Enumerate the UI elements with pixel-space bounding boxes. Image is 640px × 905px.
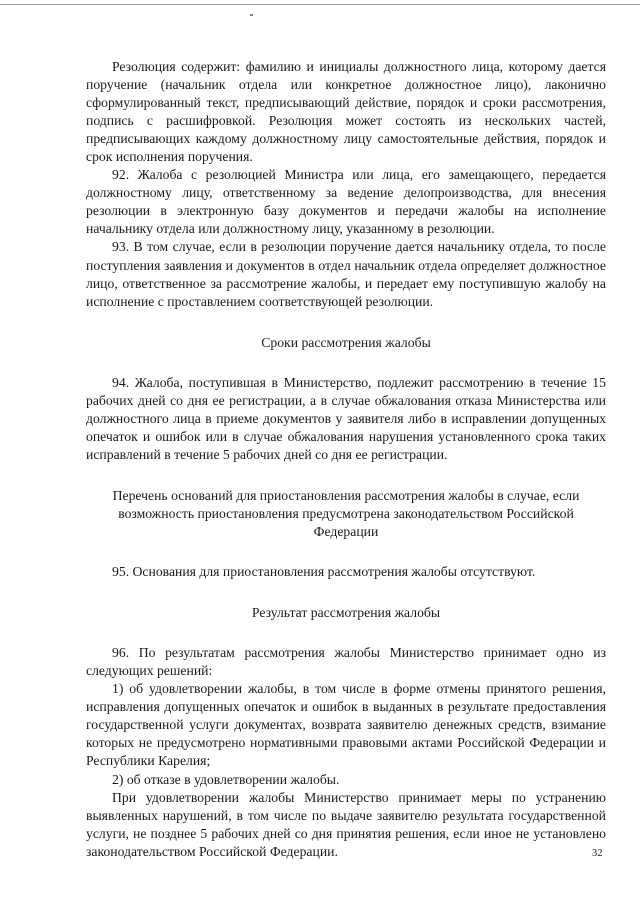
- heading-review-result: Результат рассмотрения жалобы: [251, 605, 441, 621]
- page-number: 32: [592, 848, 603, 859]
- paragraph-92: 92. Жалоба с резолюцией Министра или лица, его замещающего, передается должностному лицу, ответственному за ведение делопроизводства, для внесения резолюции в электронную базу документов и передачи жалобы на исполнение начальнику отдела или должностному лицу, указанному в резолюции.: [86, 167, 606, 237]
- paragraph-95: 95. Основания для приостановления рассмотрения жалобы отсутствуют.: [112, 564, 536, 580]
- paragraph-96-item-1: 1) об удовлетворении жалобы, в том числе в форме отмены принятого решения, исправления допущенных опечаток и ошибок в выданных в результате предоставления государственной услуги документах, возврата заявителю денежных средств, взимание которых не предусмотрено нормативными правовыми актами Российской Федерации и Республики Карелия;: [86, 681, 606, 769]
- scan-top-border: [0, 4, 640, 5]
- paragraph-resolution-content: Резолюция содержит: фамилию и инициалы должностного лица, которому дается поручение (начальник отдела или конкретное должностное лицо), лаконично сформулированный текст, предписывающий действие, порядок и сроки рассмотрения, подпись с расшифровкой. Резолюция может состоять из нескольких частей, предписывающих каждому должностному лицу самостоятельные действия, порядок и срок исполнения поручения.: [86, 59, 606, 165]
- scan-mark: [250, 14, 253, 16]
- paragraph-94: 94. Жалоба, поступившая в Министерство, подлежит рассмотрению в течение 15 рабочих дней со дня ее регистрации, а в случае обжалования отказа Министерства или должностного лица в приеме документов у заявителя либо в исправлении допущенных опечаток и ошибок или в случае обжалования нарушения установленного срока таких исправлений в течение 5 рабочих дней со дня ее регистрации.: [86, 374, 606, 462]
- document-body: [86, 58, 606, 861]
- heading-suspension-grounds: Перечень оснований для приостановления рассмотрения жалобы в случае, если возможность приостановления предусмотрена законодательством Российской Федерации: [112, 487, 580, 540]
- heading-review-terms: Сроки рассмотрения жалобы: [261, 334, 431, 350]
- paragraph-96-item-2: 2) об отказе в удовлетворении жалобы.: [112, 771, 340, 787]
- paragraph-93: 93. В том случае, если в резолюции поручение дается начальнику отдела, то после поступления заявления и документов в отдел начальник отдела определяет должностное лицо, ответственное за рассмотрение жалобы, и передает ему поступившую жалобу на исполнение с проставлением соответствующей резолюции.: [86, 239, 606, 309]
- paragraph-final: При удовлетворении жалобы Министерство принимает меры по устранению выявленных нарушений, в том числе по выдаче заявителю результата государственной услуги, не позднее 5 рабочих дней со дня принятия решения, если иное не установлено законодательством Российской Федерации.: [86, 789, 606, 859]
- paragraph-96: 96. По результатам рассмотрения жалобы Министерство принимает одно из следующих решений:: [86, 645, 606, 679]
